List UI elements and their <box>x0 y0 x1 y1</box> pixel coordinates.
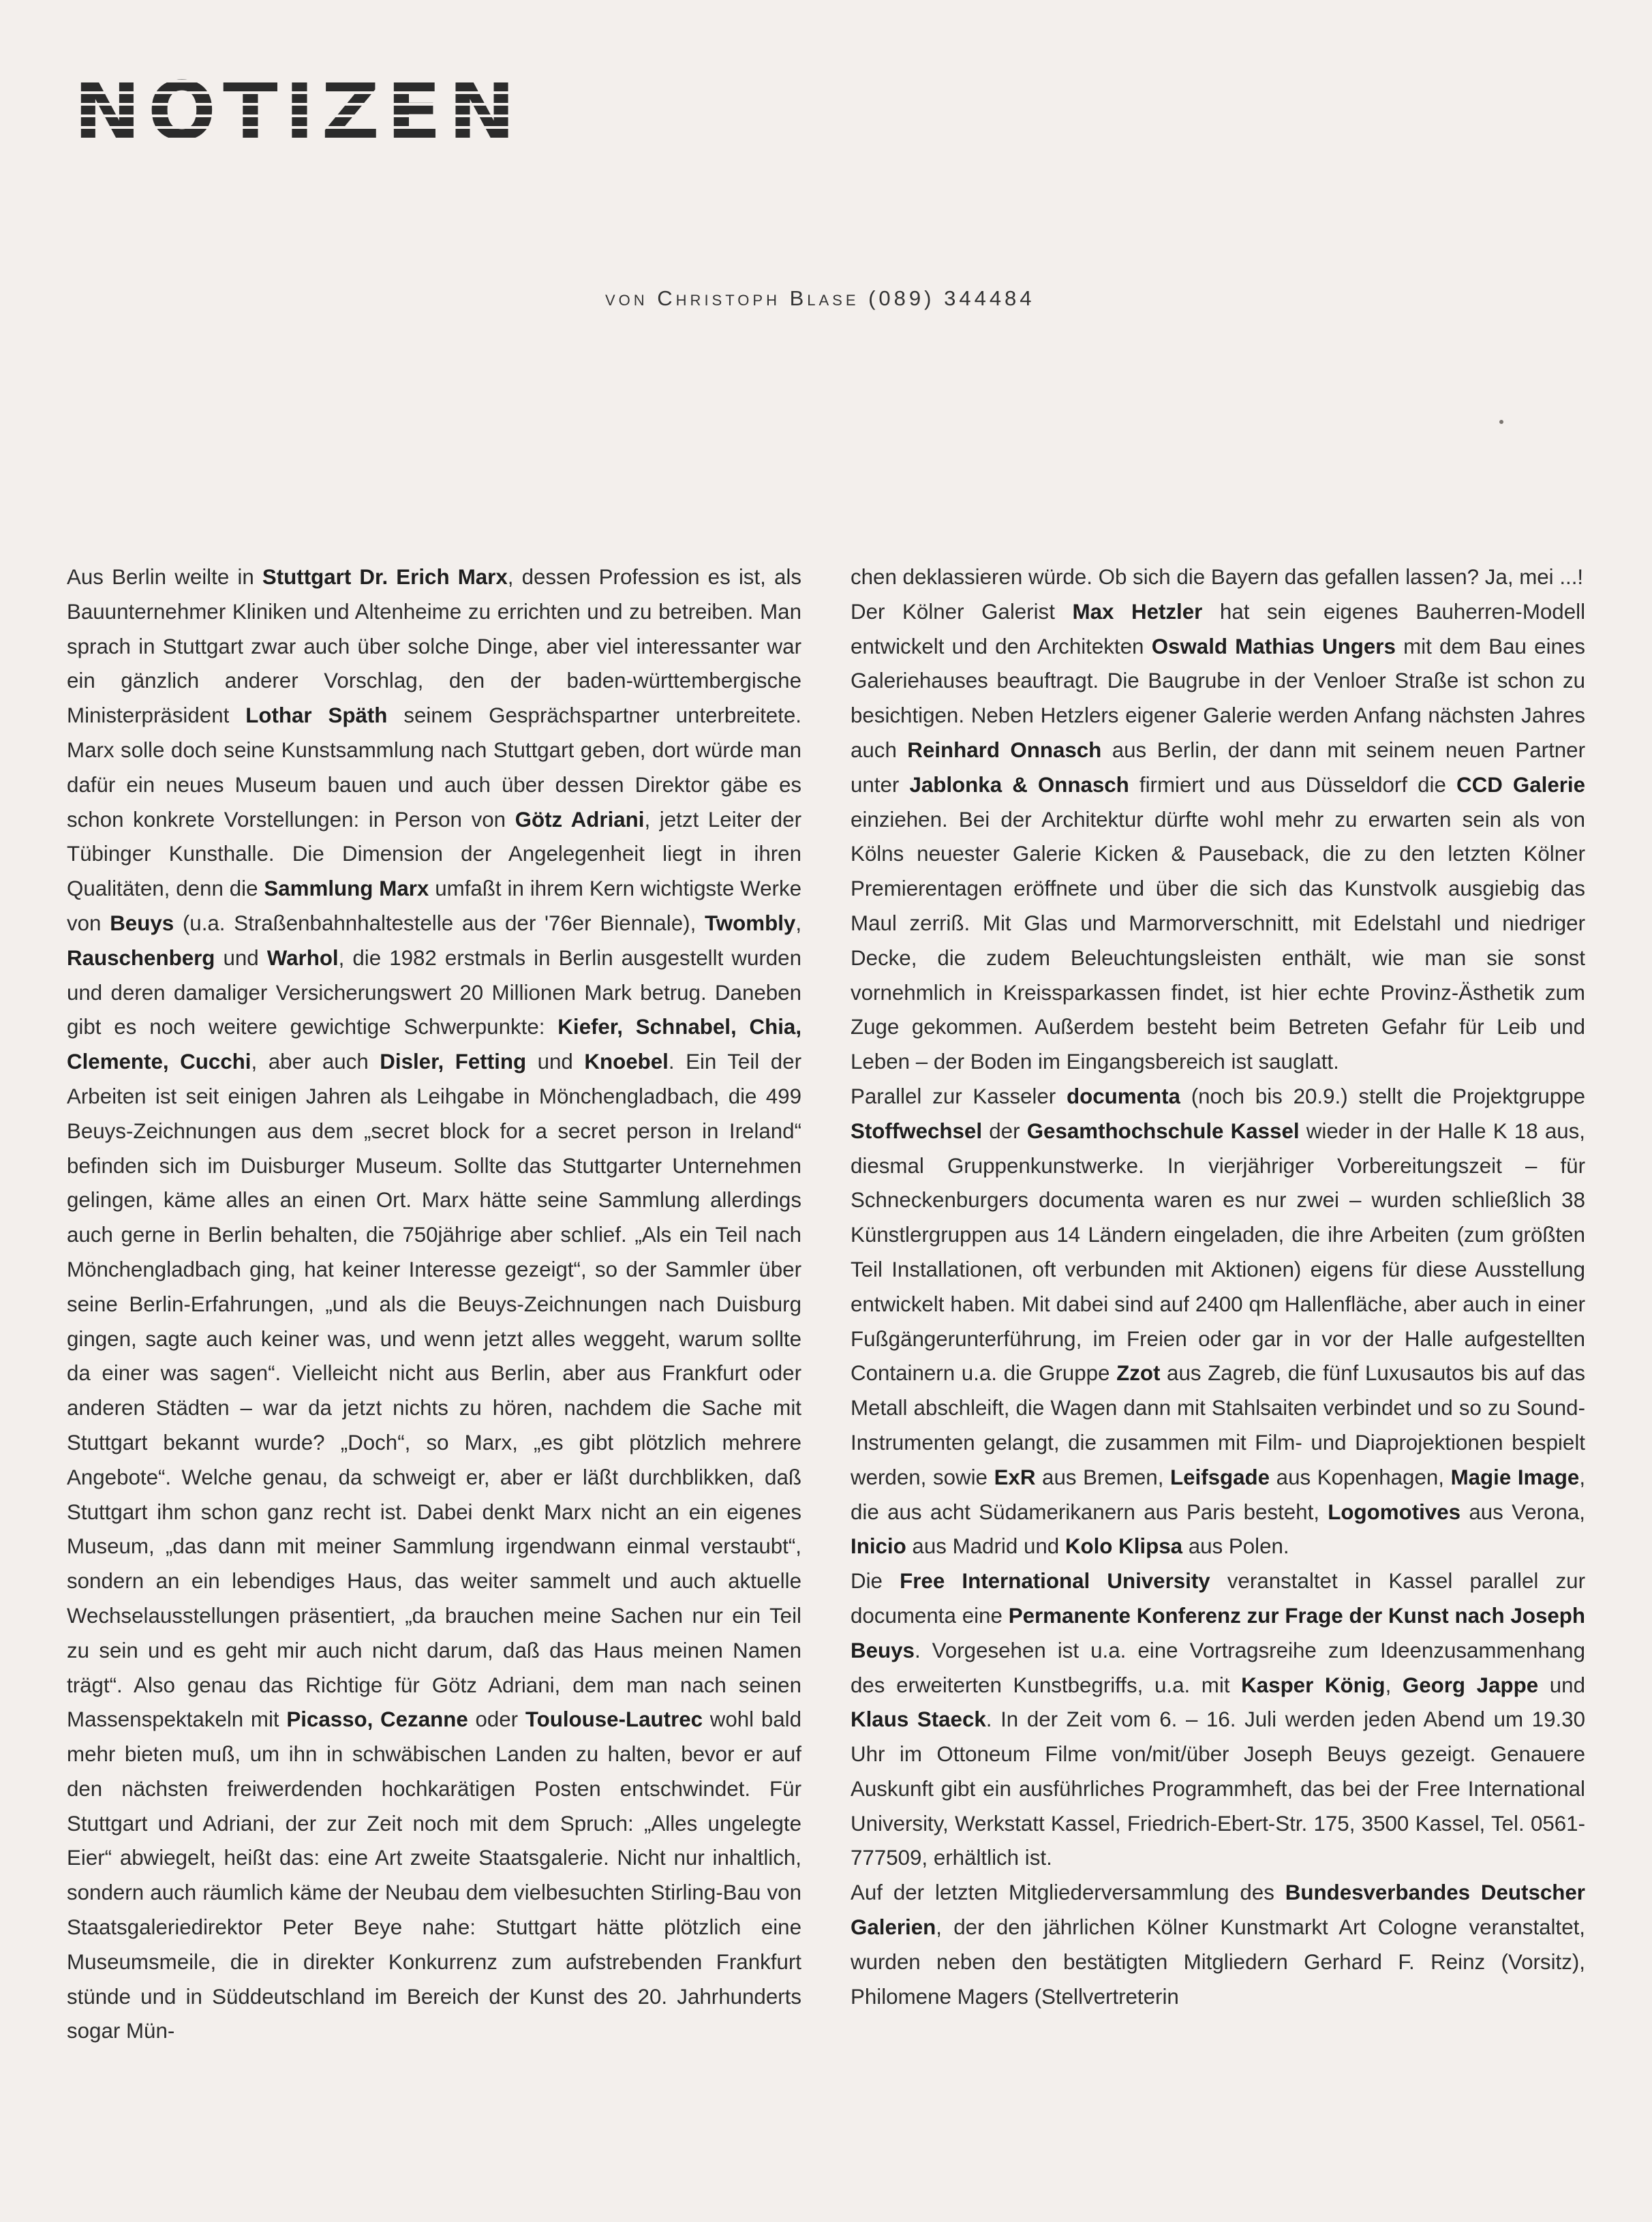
paragraph-text: Parallel zur Kasseler <box>851 1084 1067 1108</box>
paragraph-text: wohl bald mehr bieten muß, um ihn in schwäbischen Landen zu halten, bevor er auf den nächsten freiwerdenden hochkarätigen Posten entschwindet. Für Stuttgart und Adriani, der zur Zeit noch mit dem Spruch: „Alles ungelegte Eier“ abwiegelt, heißt das: eine Art zweite Staatsgalerie. Nicht nur inhaltlich, sondern auch räumlich käme der Neubau dem vielbesuchten Stirling-Bau von Staatsgaleriedirektor Peter Beye nahe: Stuttgart hätte plötzlich eine Museumsmeile, die in direkter Konkurrenz zum aufstrebenden Frankfurt stünde und in Süddeutschland im Bereich der Kunst des 20. Jahrhunderts sogar Mün- <box>67 1707 802 2043</box>
highlighted-name: Toulouse-Lautrec <box>525 1707 703 1732</box>
paragraph-text: Der Kölner Galerist <box>851 599 1073 624</box>
paragraph-text: hat sein eigenes Bauherren-Modell entwickelt und den Architekten <box>851 599 1586 658</box>
paragraph-text: veranstaltet in Kassel parallel zur documenta eine <box>851 1569 1585 1628</box>
highlighted-name: Sammlung Marx <box>264 877 429 901</box>
highlighted-name: Free International University <box>900 1569 1210 1594</box>
paragraph-text: aus Bremen, <box>1035 1465 1170 1489</box>
paragraph-text: Aus Berlin weilte in <box>67 565 262 589</box>
highlighted-name: Kasper König <box>1241 1673 1386 1697</box>
article-paragraph <box>851 1876 1585 2014</box>
paragraph-text: und <box>526 1050 585 1074</box>
highlighted-name: Kiefer, Schnabel, Chia, Clemente, Cucchi <box>67 1015 802 1074</box>
paragraph-text: firmiert und aus Düsseldorf die <box>1129 772 1456 797</box>
paper-speck <box>1499 420 1503 424</box>
highlighted-name: documenta <box>1067 1084 1180 1108</box>
highlighted-name: Inicio <box>851 1534 906 1559</box>
paragraph-text: umfaßt in ihrem Kern wichtigste Werke von <box>67 877 802 935</box>
article-paragraph <box>851 595 1585 1080</box>
paragraph-text: aus Berlin, der dann mit seinem neuen Partner unter <box>851 737 1586 797</box>
paragraph-text: Die <box>851 1569 900 1594</box>
paragraph-text: , dessen Profession es ist, als Bauunternehmer Kliniken und Altenheime zu errichten und zu betreiben. Man sprach in Stuttgart zwar auch über solche Dinge, aber viel interessanter war ein gänzlich anderer Vorschlag, den der baden-württembergische Ministerpräsident <box>67 565 801 728</box>
highlighted-name: Leifsgade <box>1169 1465 1270 1489</box>
highlighted-name: Picasso, Cezanne <box>286 1707 468 1732</box>
paragraph-text: . In der Zeit vom 6. – 16. Juli werden jeden Abend um 19.30 Uhr im Ottoneum Filme von/mit/über Joseph Beuys gezeigt. Genauere Auskunft gibt ein ausführliches Programmheft, das bei der Free International University, Werkstatt Kassel, Friedrich-Ebert-Str. 175, 3500 Kassel, Tel. 0561-777509, erhältlich ist. <box>851 1707 1585 1870</box>
author-byline: von Christoph Blase (089) 344484 <box>605 286 1035 310</box>
highlighted-name: Rauschenberg <box>67 945 215 970</box>
paragraph-text: wieder in der Halle K 18 aus, diesmal Gruppenkunstwerke. In vierjähriger Vorbereitungszeit – für Schneckenburgers documenta waren es nur zwei – wurden schließlich 38 Künstlergruppen aus 14 Ländern eingeladen, die ihre Arbeiten (zum größten Teil Installationen, oft verbunden mit Aktionen) eigens für diese Ausstellung entwickelt haben. Mit dabei sind auf 2400 qm Hallenfläche, aber auch in einer Fußgängerunterführung, im Freien oder gar in vor der Halle aufgestellten Containern u.a. die Gruppe <box>851 1118 1585 1386</box>
paragraph-text: aus Madrid und <box>906 1534 1065 1559</box>
highlighted-name: Klaus Staeck <box>851 1707 986 1732</box>
paragraph-text: , die aus acht Südamerikanern aus Paris besteht, <box>851 1465 1586 1524</box>
highlighted-name: Kolo Klipsa <box>1065 1534 1183 1559</box>
paragraph-text: und <box>215 945 267 970</box>
paragraph-text: mit dem Bau eines Galeriehauses beauftragt. Die Baugrube in der Venloer Straße ist schon zu besichtigen. Neben Hetzlers eigener Galerie werden Anfang nächsten Jahres auch <box>851 634 1585 762</box>
highlighted-name: Gesamthochschule Kassel <box>1026 1118 1300 1143</box>
highlighted-name: CCD Galerie <box>1456 772 1586 797</box>
paragraph-text: aus Zagreb, die fünf Luxusautos bis auf das Metall abschleift, die Wagen dann mit Stahlsaiten verbindet und so zu Sound-Instrumenten gelangt, die zusammen mit Film- und Diaprojektionen bespielt werden, sowie <box>851 1361 1585 1489</box>
article-paragraph <box>67 560 801 2049</box>
highlighted-name: ExR <box>994 1465 1036 1489</box>
paragraph-text: . Vorgesehen ist u.a. eine Vortragsreihe zum Ideenzusammenhang des erweiterten Kunstbegriffs, u.a. mit <box>851 1638 1585 1697</box>
paragraph-text: aus Kopenhagen, <box>1270 1465 1451 1489</box>
paragraph-text: , der den jährlichen Kölner Kunstmarkt Art Cologne veranstaltet, wurden neben den bestätigten Mitgliedern Gerhard F. Reinz (Vorsitz), Philomene Magers (Stellvertreterin <box>851 1915 1585 2009</box>
paragraph-text: oder <box>468 1707 525 1732</box>
page-title: NOTIZEN <box>74 64 523 158</box>
article-paragraph <box>851 1564 1585 1876</box>
paragraph-text: chen deklassieren würde. Ob sich die Bayern das gefallen lassen? Ja, mei ...! <box>851 565 1584 589</box>
highlighted-name: Magie Image <box>1450 1465 1580 1489</box>
highlighted-name: Bundesverbandes Deutscher Galerien <box>851 1881 1585 1940</box>
paragraph-text: aus Verona, <box>1460 1500 1585 1524</box>
highlighted-name: Knoebel <box>584 1050 669 1074</box>
paragraph-text: seinem Gesprächspartner unterbreitete. Marx solle doch seine Kunstsammlung nach Stuttgart geben, dort würde man dafür ein neues Museum bauen und auch über dessen Direktor gäbe es schon konkrete Vorstellungen: in Person von <box>67 703 801 832</box>
highlighted-name: Disler, Fetting <box>380 1050 527 1074</box>
highlighted-name: Oswald Mathias Ungers <box>1151 634 1396 658</box>
highlighted-name: Lothar Späth <box>245 703 388 728</box>
highlighted-name: Jablonka & Onnasch <box>909 772 1129 797</box>
highlighted-name: Götz Adriani <box>515 807 645 832</box>
paragraph-text: , die 1982 erstmals in Berlin ausgestellt wurden und deren damaliger Versicherungswert 20 Millionen Mark betrug. Daneben gibt es noch weitere gewichtige Schwerpunkte: <box>67 945 801 1039</box>
highlighted-name: Logomotives <box>1328 1500 1461 1524</box>
paragraph-text: , <box>795 911 802 935</box>
paragraph-text: aus Polen. <box>1182 1534 1289 1559</box>
highlighted-name: Warhol <box>266 945 339 970</box>
article-paragraph <box>851 1080 1585 1564</box>
highlighted-name: Reinhard Onnasch <box>907 737 1102 762</box>
highlighted-name: Permanente Konferenz zur Frage der Kunst nach Joseph Beuys <box>851 1603 1585 1662</box>
highlighted-name: Stuttgart Dr. Erich Marx <box>262 565 508 589</box>
paragraph-text: einziehen. Bei der Architektur dürfte wohl mehr zu erwarten sein als von Kölns neuester Galerie Kicken & Pauseback, die zu den letzten Kölner Premierentagen eröffnete und über die sich das Kunstvolk ausgiebig das Maul zerriß. Mit Glas und Marmorverschnitt, mit Edelstahl und niedriger Decke, die zudem Beleuchtungsleisten enthält, wie man sie sonst vornehmlich in Kreissparkassen findet, ist hier echte Provinz-Ästhetik zum Zuge gekommen. Außerdem besteht beim Betreten Gefahr für Leib und Leben – der Boden im Eingangsbereich ist sauglatt. <box>851 807 1585 1074</box>
paragraph-text: , <box>1385 1673 1403 1697</box>
article-paragraph <box>851 560 1585 595</box>
highlighted-name: Max Hetzler <box>1072 599 1203 624</box>
article-column-left <box>67 560 801 2049</box>
paragraph-text: , aber auch <box>251 1050 380 1074</box>
highlighted-name: Georg Jappe <box>1402 1673 1539 1697</box>
paragraph-text: und <box>1538 1673 1585 1697</box>
highlighted-name: Zzot <box>1116 1361 1161 1386</box>
paragraph-text: , jetzt Leiter der Tübinger Kunsthalle. Die Dimension der Angelegenheit liegt in ihren Qualitäten, denn die <box>67 807 801 901</box>
paragraph-text: . Ein Teil der Arbeiten ist seit einigen Jahren als Leihgabe in Mönchengladbach, die 499 Beuys-Zeichnungen aus dem „secret block for a secret person in Ireland“ befinden sich im Duisburger Museum. Sollte das Stuttgarter Unternehmen gelingen, käme alles an einen Ort. Marx hätte seine Sammlung allerdings auch gerne in Berlin behalten, die 750jährige aber schlief. „Als ein Teil nach Mönchengladbach ging, hat keiner Interesse gezeigt“, so der Sammler über seine Berlin-Erfahrungen, „und als die Beuys-Zeichnungen nach Duisburg gingen, sagte auch keiner was, und wenn jetzt alles weggeht, warum sollte da einer was sagen“. Vielleicht nicht aus Berlin, aber aus Frankfurt oder anderen Städten – war da jetzt nichts zu hören, nachdem die Sache mit Stuttgart bekannt wurde? „Doch“, so Marx, „es gibt plötzlich mehrere Angebote“. Welche genau, da schweigt er, aber er läßt durchblikken, daß Stuttgart ihm schon ganz recht ist. Dabei denkt Marx nicht an ein eigenes Museum, „das dann mit meiner Sammlung irgendwann einmal verstaubt“, sondern an ein lebendiges Haus, das weiter sammelt und auch aktuelle Wechselausstellungen präsentiert, „da brauchen meine Sachen nur ein Teil zu sein und es geht mir auch nicht darum, daß das Haus meinen Namen trägt“. Also genau das Richtige für Götz Adriani, dem man nach seinen Massenspektakeln mit <box>67 1050 802 1732</box>
paragraph-text: (u.a. Straßenbahnhaltestelle aus der '76er Biennale), <box>174 911 705 935</box>
highlighted-name: Twombly <box>705 911 796 935</box>
paragraph-text: der <box>982 1118 1027 1143</box>
paragraph-text: (noch bis 20.9.) stellt die Projektgruppe <box>1180 1084 1585 1108</box>
article-column-right <box>851 560 1585 2014</box>
highlighted-name: Stoffwechsel <box>851 1118 983 1143</box>
paragraph-text: Auf der letzten Mitgliederversammlung des <box>851 1881 1285 1905</box>
highlighted-name: Beuys <box>110 911 174 935</box>
